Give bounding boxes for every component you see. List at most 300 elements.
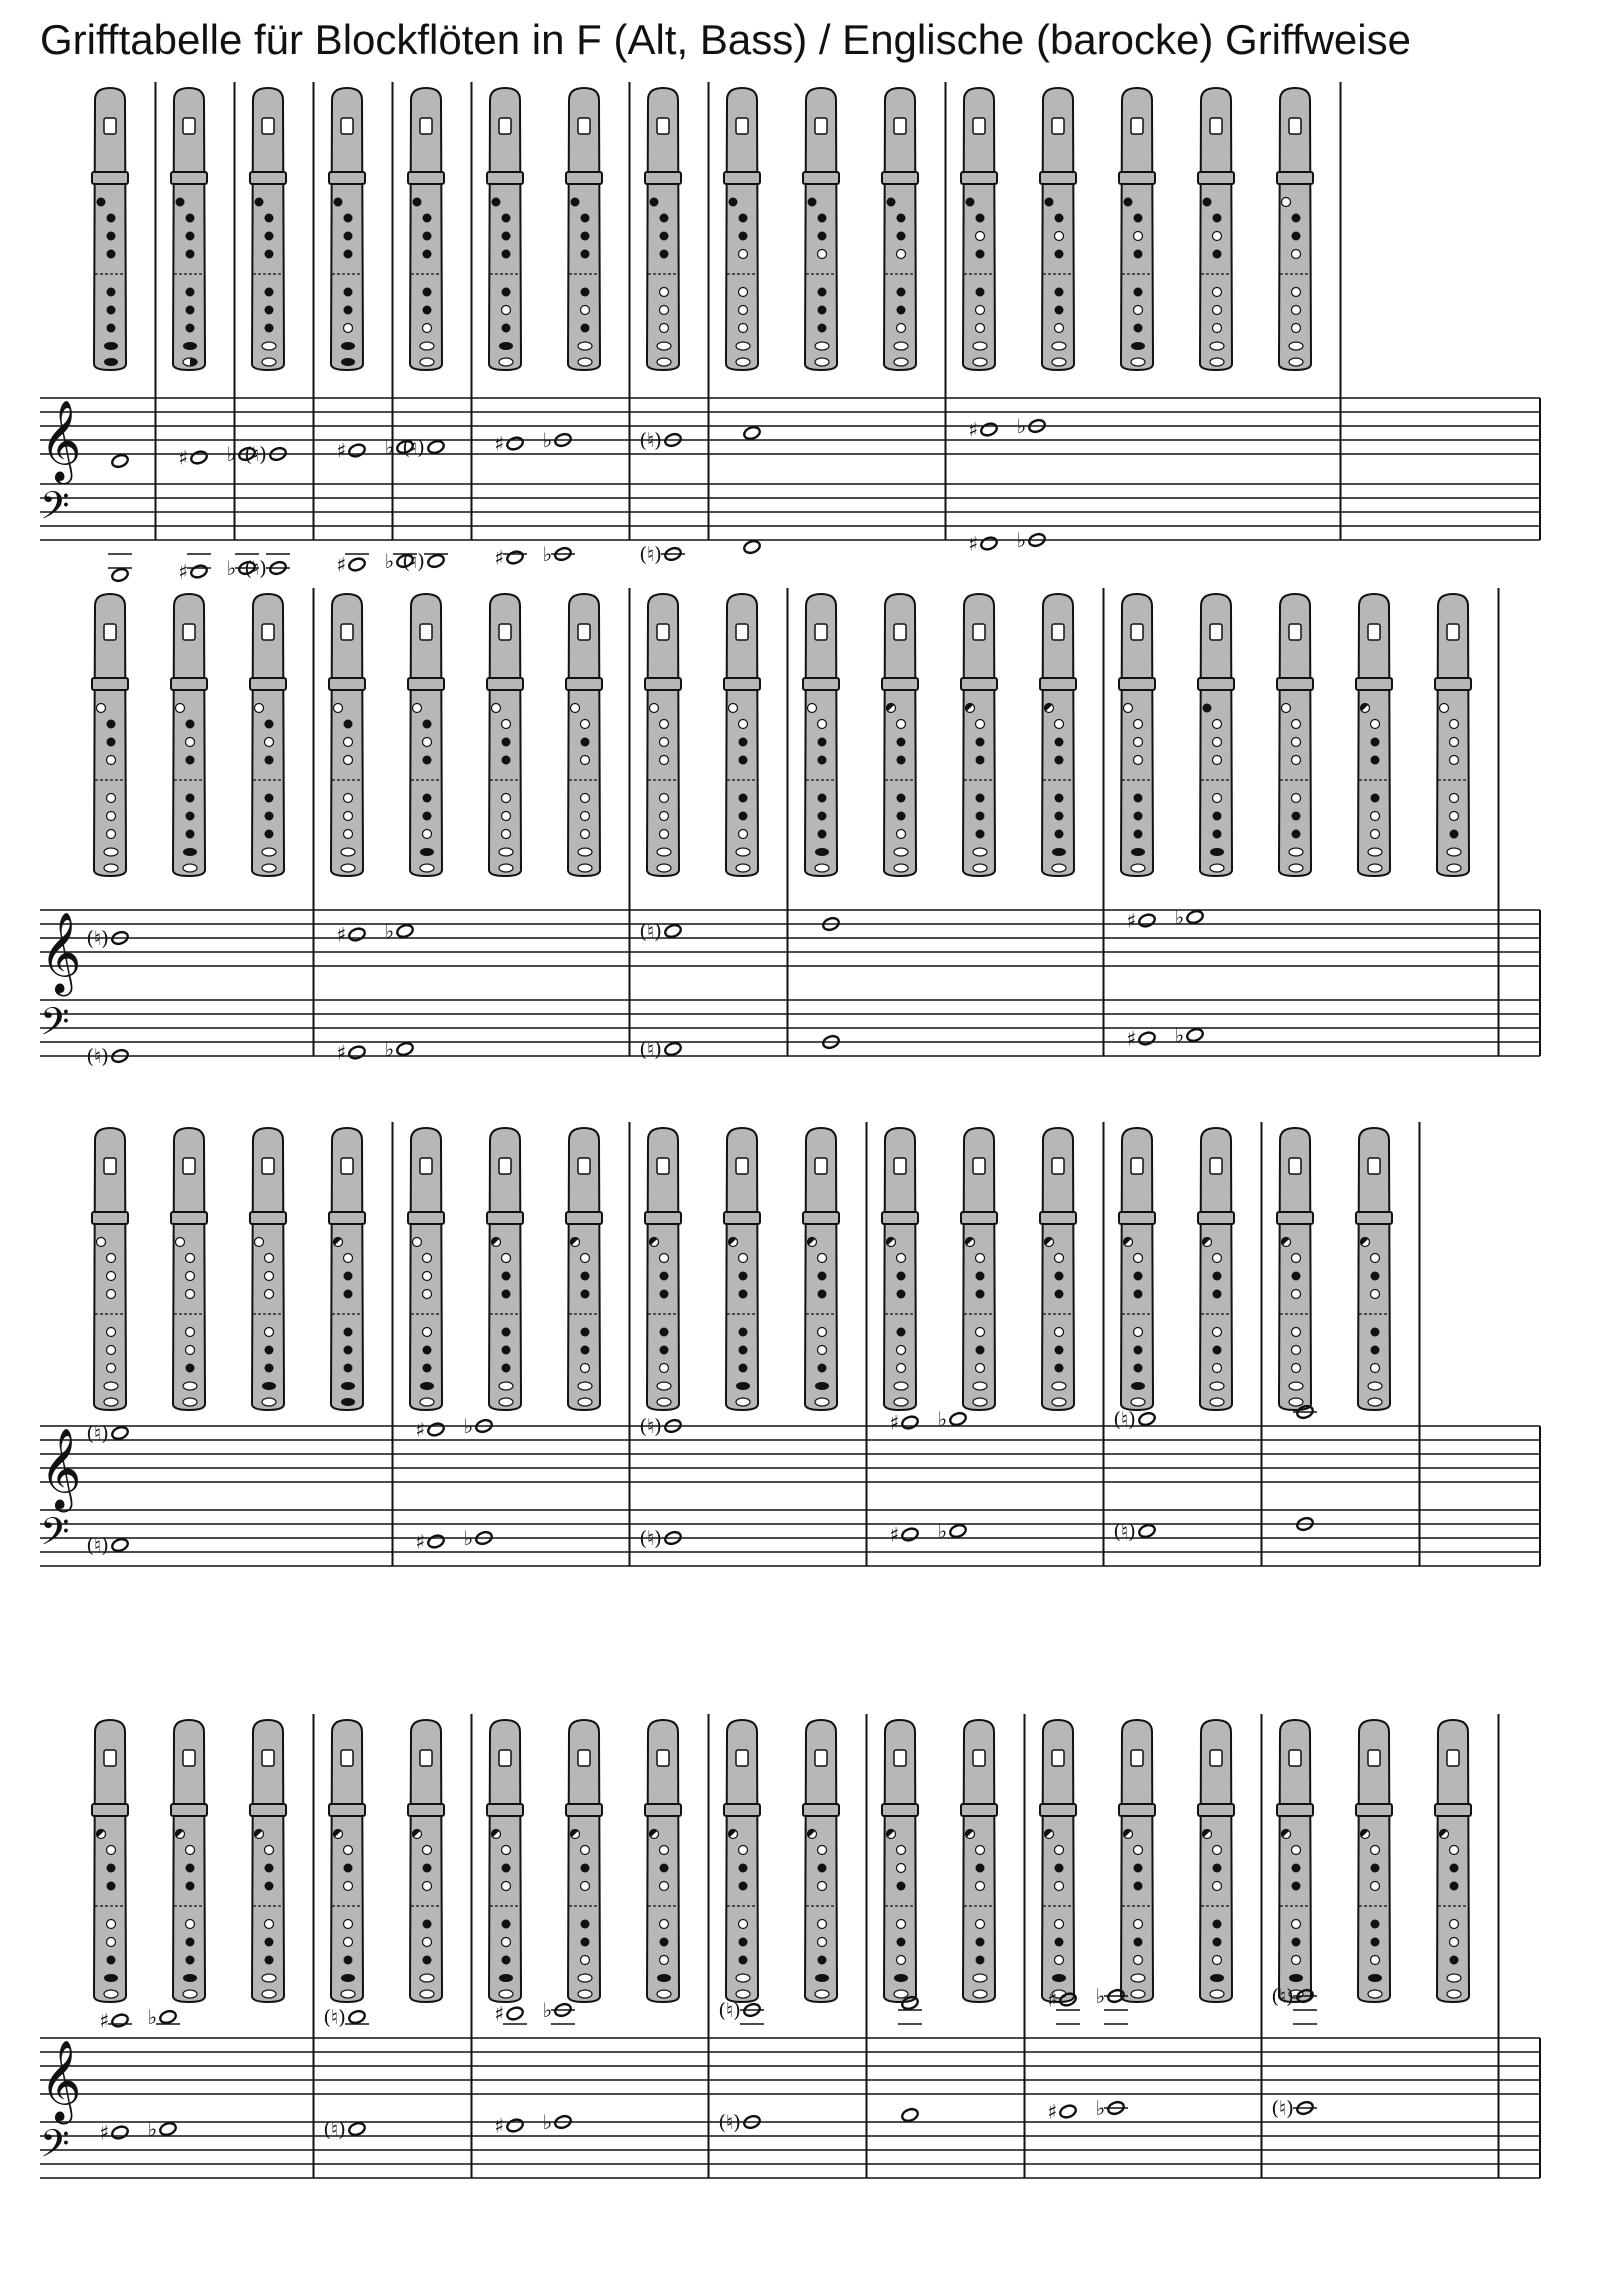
accidental: (♮): [323, 2005, 346, 2029]
thumb-hole-closed: [97, 198, 106, 207]
hole-closed: [423, 812, 432, 821]
hole-open: [107, 1846, 116, 1855]
treble-clef: 𝄞: [40, 1427, 82, 1509]
recorder-fingering: [1435, 594, 1471, 876]
double-hole-open: [657, 848, 671, 856]
hole-open: [660, 306, 669, 315]
treble-note: [148, 2005, 180, 2029]
bass-note: [1175, 1023, 1205, 1047]
hole-closed: [186, 1938, 195, 1947]
recorder-window: [1289, 1750, 1301, 1766]
hole-open: [502, 1882, 511, 1891]
hole-open: [1292, 1920, 1301, 1929]
hole-closed: [344, 232, 353, 241]
hole-open: [818, 1882, 827, 1891]
recorder-fingering: [408, 88, 444, 370]
double-hole-open: [104, 1990, 118, 1998]
double-hole-open: [894, 864, 908, 872]
hole-open: [265, 1272, 274, 1281]
hole-closed: [107, 214, 116, 223]
hole-closed: [186, 324, 195, 333]
accidental: ♭: [937, 1519, 947, 1543]
double-hole-open: [1447, 1974, 1461, 1982]
hole-closed: [818, 306, 827, 315]
recorder-fingering: [882, 88, 918, 370]
double-hole-open: [1289, 864, 1303, 872]
recorder-joint: [1356, 1804, 1392, 1816]
hole-open: [660, 720, 669, 729]
double-hole-open: [1052, 342, 1066, 350]
hole-closed: [581, 1346, 590, 1355]
hole-open: [1055, 1956, 1064, 1965]
hole-closed: [581, 738, 590, 747]
recorder-window: [104, 1158, 116, 1174]
treble-note: [415, 1418, 445, 1442]
hole-closed: [739, 1272, 748, 1281]
hole-closed: [897, 1328, 906, 1337]
recorder-fingering: [329, 1128, 365, 1410]
hole-open: [186, 1346, 195, 1355]
hole-closed: [897, 738, 906, 747]
accidental: ♯: [494, 545, 504, 570]
recorder-joint: [724, 172, 760, 184]
treble-note: [938, 1407, 968, 1431]
hole-closed: [897, 794, 906, 803]
hole-open: [897, 1956, 906, 1965]
recorder-window: [1368, 624, 1380, 640]
hole-open: [1371, 830, 1380, 839]
recorder-joint: [566, 1212, 602, 1224]
hole-open: [897, 1254, 906, 1263]
recorder-fingering: [250, 594, 286, 876]
recorder-joint: [961, 1804, 997, 1816]
hole-closed: [897, 1938, 906, 1947]
hole-open: [186, 1272, 195, 1281]
double-hole-open: [1447, 1990, 1461, 1998]
hole-open: [1292, 1346, 1301, 1355]
accidental: ♯: [494, 2001, 504, 2026]
bass-note: [901, 2107, 920, 2123]
treble-note: [1126, 909, 1156, 933]
hole-open: [107, 1346, 116, 1355]
recorder-fingering: [487, 594, 523, 876]
recorder-fingering: [803, 1720, 839, 2002]
hole-closed: [502, 1920, 511, 1929]
hole-open: [660, 756, 669, 765]
hole-open: [1292, 250, 1301, 259]
hole-open: [660, 1364, 669, 1373]
recorder-joint: [408, 678, 444, 690]
hole-closed: [1055, 1938, 1064, 1947]
recorder-fingering: [961, 88, 997, 370]
recorder-joint: [1119, 172, 1155, 184]
recorder-window: [657, 1158, 669, 1174]
recorder-joint: [1277, 172, 1313, 184]
whole-note: [1138, 1411, 1157, 1427]
hole-open: [107, 1272, 116, 1281]
thumb-hole-open: [1124, 704, 1133, 713]
hole-closed: [581, 288, 590, 297]
hole-open: [1292, 1254, 1301, 1263]
hole-open: [1371, 1846, 1380, 1855]
hole-closed: [344, 250, 353, 259]
hole-open: [423, 1254, 432, 1263]
thumb-hole-closed: [808, 198, 817, 207]
recorder-window: [1289, 624, 1301, 640]
hole-closed: [1292, 812, 1301, 821]
accidental: ♭: [542, 428, 552, 452]
hole-closed: [107, 738, 116, 747]
bass-note: [86, 1533, 129, 1557]
hole-open: [818, 1920, 827, 1929]
recorder-joint: [645, 678, 681, 690]
recorder-fingering: [1277, 594, 1313, 876]
thumb-hole-open: [97, 704, 106, 713]
hole-closed: [818, 812, 827, 821]
recorder-fingering: [329, 88, 365, 370]
recorder-fingering: [1040, 1128, 1076, 1410]
accidental: ♯: [1047, 2099, 1057, 2124]
recorder-window: [578, 118, 590, 134]
hole-closed: [265, 250, 274, 259]
treble-staff: [40, 2038, 1540, 2094]
recorder-fingering: [1356, 1128, 1392, 1410]
recorder-fingering: [171, 1720, 207, 2002]
recorder-joint: [566, 678, 602, 690]
recorder-joint: [329, 678, 365, 690]
recorder-window: [1368, 1750, 1380, 1766]
hole-closed: [107, 1956, 116, 1965]
double-hole-open: [736, 864, 750, 872]
accidental: ♭: [1016, 528, 1026, 552]
hole-closed: [1292, 1882, 1301, 1891]
double-hole-open: [736, 1990, 750, 1998]
recorder-window: [341, 1750, 353, 1766]
hole-closed: [1055, 794, 1064, 803]
recorder-joint: [724, 1804, 760, 1816]
hole-open: [265, 738, 274, 747]
whole-note: [348, 927, 367, 943]
hole-open: [344, 1254, 353, 1263]
recorder-joint: [1119, 1804, 1155, 1816]
recorder-fingering: [487, 1128, 523, 1410]
treble-note: [323, 2005, 369, 2029]
hole-open: [976, 306, 985, 315]
hole-closed: [1371, 1346, 1380, 1355]
double-hole-closed: [894, 1974, 908, 1982]
accidental: (♮): [639, 542, 662, 566]
recorder-fingering: [1040, 594, 1076, 876]
hole-open: [344, 812, 353, 821]
recorder-fingering: [803, 1128, 839, 1410]
double-hole-closed: [499, 342, 513, 350]
double-hole-open: [578, 848, 592, 856]
recorder-joint: [566, 1804, 602, 1816]
hole-closed: [818, 756, 827, 765]
hole-open: [1292, 1290, 1301, 1299]
hole-open: [660, 1882, 669, 1891]
hole-closed: [344, 1364, 353, 1373]
thumb-hole-open: [176, 704, 185, 713]
hole-closed: [265, 232, 274, 241]
accidental: (♮): [244, 442, 267, 466]
hole-open: [739, 324, 748, 333]
bass-note: [148, 2117, 178, 2141]
double-hole-closed: [341, 1974, 355, 1982]
recorder-fingering: [1040, 1720, 1076, 2002]
whole-note: [427, 1534, 446, 1550]
hole-closed: [1055, 1364, 1064, 1373]
hole-open: [1213, 1846, 1222, 1855]
treble-staff: [40, 910, 1540, 966]
whole-note: [901, 2107, 920, 2123]
hole-closed: [502, 1864, 511, 1873]
hole-open: [1134, 306, 1143, 315]
recorder-window: [1210, 118, 1222, 134]
recorder-window: [815, 1750, 827, 1766]
treble-note: [385, 919, 415, 943]
treble-note: [336, 439, 366, 463]
hole-closed: [423, 1864, 432, 1873]
double-hole-open: [420, 1398, 434, 1406]
hole-open: [976, 720, 985, 729]
bass-note: [336, 1041, 366, 1065]
hole-closed: [1371, 1920, 1380, 1929]
hole-closed: [265, 794, 274, 803]
recorder-joint: [250, 1212, 286, 1224]
bass-note: [244, 554, 290, 580]
hole-closed: [1450, 830, 1459, 839]
hole-closed: [660, 1290, 669, 1299]
recorder-window: [578, 1750, 590, 1766]
hole-closed: [581, 1272, 590, 1281]
recorder-fingering: [487, 88, 523, 370]
hole-open: [107, 830, 116, 839]
double-hole-closed: [1131, 848, 1145, 856]
hole-closed: [423, 794, 432, 803]
hole-closed: [1134, 830, 1143, 839]
hole-open: [1450, 1920, 1459, 1929]
recorder-joint: [882, 1212, 918, 1224]
hole-closed: [265, 812, 274, 821]
hole-open: [1134, 1328, 1143, 1337]
treble-note: [889, 1411, 919, 1435]
hole-open: [581, 812, 590, 821]
hole-closed: [660, 1864, 669, 1873]
hole-closed: [660, 1272, 669, 1281]
recorder-fingering: [724, 1128, 760, 1410]
hole-open: [1213, 1956, 1222, 1965]
recorder-joint: [1040, 678, 1076, 690]
hole-closed: [344, 1272, 353, 1281]
hole-closed: [344, 214, 353, 223]
hole-open: [739, 720, 748, 729]
hole-closed: [265, 288, 274, 297]
hole-open: [344, 324, 353, 333]
recorder-joint: [92, 1804, 128, 1816]
double-hole-closed: [1052, 848, 1066, 856]
recorder-window: [1210, 1158, 1222, 1174]
hole-closed: [423, 1346, 432, 1355]
thumb-hole-closed: [334, 198, 343, 207]
double-hole-open: [894, 848, 908, 856]
whole-note: [348, 2009, 367, 2025]
recorder-window: [420, 118, 432, 134]
accidental: (♮): [1113, 1519, 1136, 1543]
recorder-joint: [329, 1804, 365, 1816]
hole-closed: [976, 1272, 985, 1281]
hole-closed: [581, 1920, 590, 1929]
hole-closed: [1292, 214, 1301, 223]
bass-note: [336, 553, 369, 577]
double-hole-open: [262, 864, 276, 872]
hole-closed: [1134, 324, 1143, 333]
hole-closed: [976, 738, 985, 747]
hole-closed: [1134, 1272, 1143, 1281]
hole-closed: [502, 1290, 511, 1299]
hole-open: [1055, 1328, 1064, 1337]
hole-closed: [1213, 214, 1222, 223]
accidental: ♭: [937, 1407, 947, 1431]
hole-closed: [1292, 830, 1301, 839]
hole-closed: [1371, 756, 1380, 765]
hole-open: [107, 1254, 116, 1263]
double-hole-open: [262, 342, 276, 350]
recorder-fingering: [1119, 1720, 1155, 2002]
double-hole-open: [262, 848, 276, 856]
recorder-fingering: [408, 1720, 444, 2002]
bass-note: [323, 2117, 366, 2141]
accidental: (♮): [639, 1414, 662, 1438]
hole-closed: [344, 1290, 353, 1299]
treble-note: [494, 2002, 527, 2026]
double-hole-open: [262, 1974, 276, 1982]
hole-closed: [739, 1956, 748, 1965]
whole-note: [506, 2006, 525, 2022]
recorder-fingering: [1119, 594, 1155, 876]
recorder-window: [1052, 1158, 1064, 1174]
double-hole-closed: [183, 342, 197, 350]
recorder-window: [736, 624, 748, 640]
recorder-fingering: [1356, 594, 1392, 876]
bass-note: [385, 1037, 415, 1061]
hole-closed: [344, 306, 353, 315]
accidental: ♭: [463, 1526, 473, 1550]
hole-open: [1213, 1882, 1222, 1891]
hole-closed: [739, 1328, 748, 1337]
hole-open: [660, 288, 669, 297]
double-hole-open: [1131, 1974, 1145, 1982]
hole-open: [1213, 1328, 1222, 1337]
recorder-fingering: [1356, 1720, 1392, 2002]
recorder-joint: [250, 1804, 286, 1816]
hole-open: [1292, 738, 1301, 747]
hole-closed: [423, 1920, 432, 1929]
whole-note: [427, 553, 446, 569]
hole-closed: [265, 306, 274, 315]
hole-open: [581, 1956, 590, 1965]
thumb-hole-open: [413, 704, 422, 713]
recorder-window: [1131, 624, 1143, 640]
hole-closed: [1213, 250, 1222, 259]
double-hole-open: [578, 1382, 592, 1390]
thumb-hole-closed: [887, 198, 896, 207]
accidental: ♭: [1174, 905, 1184, 929]
accidental: (♮): [86, 1044, 109, 1068]
hole-closed: [423, 1956, 432, 1965]
recorder-window: [1289, 118, 1301, 134]
bass-note: [1096, 2096, 1128, 2120]
double-hole-open: [894, 1990, 908, 1998]
accidental: ♭: [1174, 1023, 1184, 1047]
thumb-hole-open: [808, 704, 817, 713]
hole-closed: [818, 1272, 827, 1281]
recorder-fingering: [408, 594, 444, 876]
double-hole-closed: [420, 848, 434, 856]
hole-closed: [1292, 232, 1301, 241]
recorder-window: [894, 118, 906, 134]
hole-closed: [976, 288, 985, 297]
thumb-hole-closed: [1203, 198, 1212, 207]
recorder-joint: [1119, 1212, 1155, 1224]
recorder-joint: [171, 172, 207, 184]
hole-open: [1213, 756, 1222, 765]
hole-closed: [186, 756, 195, 765]
recorder-window: [262, 624, 274, 640]
accidental: (♮): [639, 428, 662, 452]
whole-note: [427, 439, 446, 455]
recorder-window: [1131, 118, 1143, 134]
recorder-joint: [645, 1212, 681, 1224]
hole-closed: [186, 1956, 195, 1965]
accidental: ♭: [226, 442, 236, 466]
recorder-window: [973, 118, 985, 134]
double-hole-open: [1368, 1398, 1382, 1406]
treble-note: [543, 1998, 575, 2024]
recorder-joint: [1356, 1212, 1392, 1224]
recorder-joint: [171, 1804, 207, 1816]
hole-closed: [581, 324, 590, 333]
whole-note: [159, 2009, 178, 2025]
hole-open: [344, 1882, 353, 1891]
hole-closed: [186, 232, 195, 241]
double-hole-open: [578, 358, 592, 366]
recorder-fingering: [645, 88, 681, 370]
hole-open: [344, 794, 353, 803]
double-hole-closed: [736, 1382, 750, 1390]
recorder-window: [420, 1750, 432, 1766]
hole-open: [1055, 324, 1064, 333]
accidental: (♮): [1113, 1407, 1136, 1431]
recorder-fingering: [882, 594, 918, 876]
hole-closed: [186, 214, 195, 223]
whole-note: [348, 2121, 367, 2137]
recorder-window: [104, 118, 116, 134]
recorder-joint: [882, 678, 918, 690]
hole-closed: [344, 1864, 353, 1873]
recorder-joint: [408, 1804, 444, 1816]
recorder-fingering: [1277, 1128, 1313, 1410]
hole-closed: [739, 232, 748, 241]
whole-note: [980, 536, 999, 552]
accidental: ♯: [1047, 1987, 1057, 2012]
double-hole-open: [973, 1974, 987, 1982]
hole-open: [581, 794, 590, 803]
hole-open: [423, 830, 432, 839]
recorder-joint: [1040, 1212, 1076, 1224]
hole-closed: [1371, 794, 1380, 803]
thumb-hole-open: [492, 704, 501, 713]
